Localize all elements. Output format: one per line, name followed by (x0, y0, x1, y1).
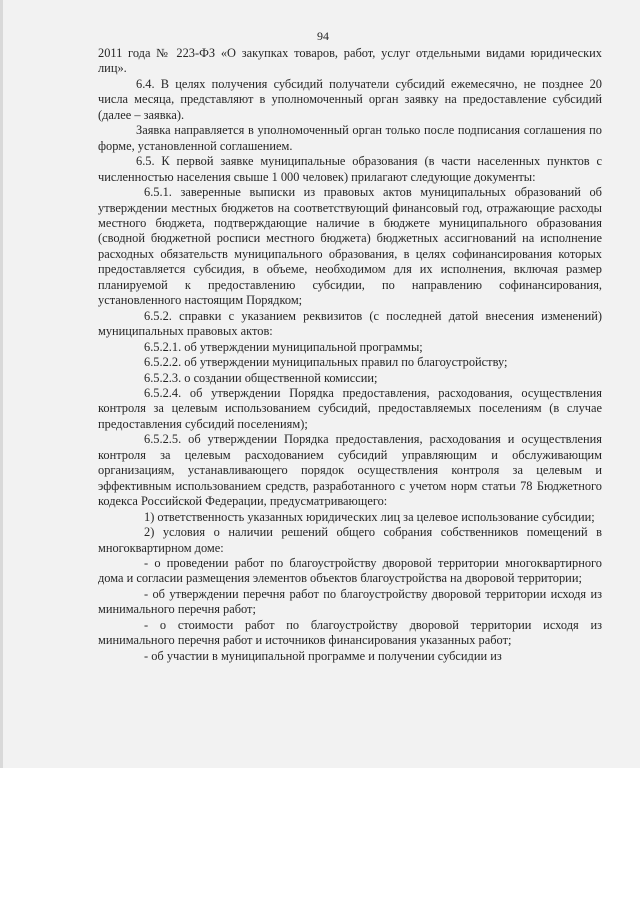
paragraph: 6.4. В целях получения субсидий получатели субсидий ежемесячно, не позднее 20 числа месяца, представляют в уполномоченный орган заявку на предоставление субсидий (далее – заявка). (98, 76, 602, 122)
paragraph: 2011 года № 223-ФЗ «О закупках товаров, работ, услуг отдельными видами юридических лиц». (98, 46, 602, 76)
paragraph: - о стоимости работ по благоустройству дворовой территории исходя из минимального перечня работ и источников финансирования указанных работ; (98, 617, 602, 648)
paragraph: - об утверждении перечня работ по благоустройству дворовой территории исходя из минимального перечня работ; (98, 586, 602, 617)
paragraph: - о проведении работ по благоустройству дворовой территории многоквартирного дома и согласии размещения элементов объектов благоустройства на дворовой территории; (98, 555, 602, 586)
paragraph: 6.5.2. справки с указанием реквизитов (с последней датой внесения изменений) муниципальных правовых актов: (98, 308, 602, 339)
paragraph: Заявка направляется в уполномоченный орган только после подписания соглашения по форме, установленной соглашением. (98, 123, 602, 153)
paragraph: 6.5.2.3. о создании общественной комиссии; (144, 370, 378, 385)
paragraph: 6.5.2.4. об утверждении Порядка предоставления, расходования, осуществления контроля за целевым использованием субсидий, предоставляемых поселениям (в случае предоставления субсидий поселениям); (98, 385, 602, 431)
page-number: 94 (317, 29, 329, 43)
paragraph: 6.5.1. заверенные выписки из правовых актов муниципальных образований об утверждении местных бюджетов на соответствующий финансовый год, отражающие расходы местного бюджета, подтверждающие наличие в бюджете муниципального образования (сводной бюджетной росписи местного бюджета) бюджетных ассигнований на исполнение расходных обязательств муниципального образования, в целях софинансирования которых предоставляется субсидия, в объеме, необходимом для их исполнения, включая размер планируемой к предоставлению субсидии, по направлению софинансирования, установленного настоящим Порядком; (98, 185, 602, 308)
paragraph: 2) условия о наличии решений общего собрания собственников помещений в многоквартирном доме: (98, 525, 602, 555)
paragraph: 1) ответственность указанных юридических лиц за целевое использование субсидии; (144, 509, 595, 524)
paragraph: 6.5.2.1. об утверждении муниципальной программы; (144, 339, 423, 354)
page-body (98, 46, 602, 664)
paragraph: 6.5.2.2. об утверждении муниципальных правил по благоустройству; (144, 355, 508, 370)
paragraph: 6.5. К первой заявке муниципальные образования (в части населенных пунктов с численностью населения свыше 1 000 человек) прилагают следующие документы: (98, 154, 602, 184)
paragraph: 6.5.2.5. об утверждении Порядка предоставления, расходования и осуществления контроля за целевым расходованием субсидий управляющим и обслуживающим организациям, устанавливающего порядок осуществления контроля за целевым и эффективным использованием средств, разработанного с учетом норм статьи 78 Бюджетного кодекса Российской Федерации, предусматривающего: (98, 432, 602, 509)
paragraph: - об участии в муниципальной программе и получении субсидии из (144, 648, 502, 663)
blank-area (0, 768, 640, 905)
